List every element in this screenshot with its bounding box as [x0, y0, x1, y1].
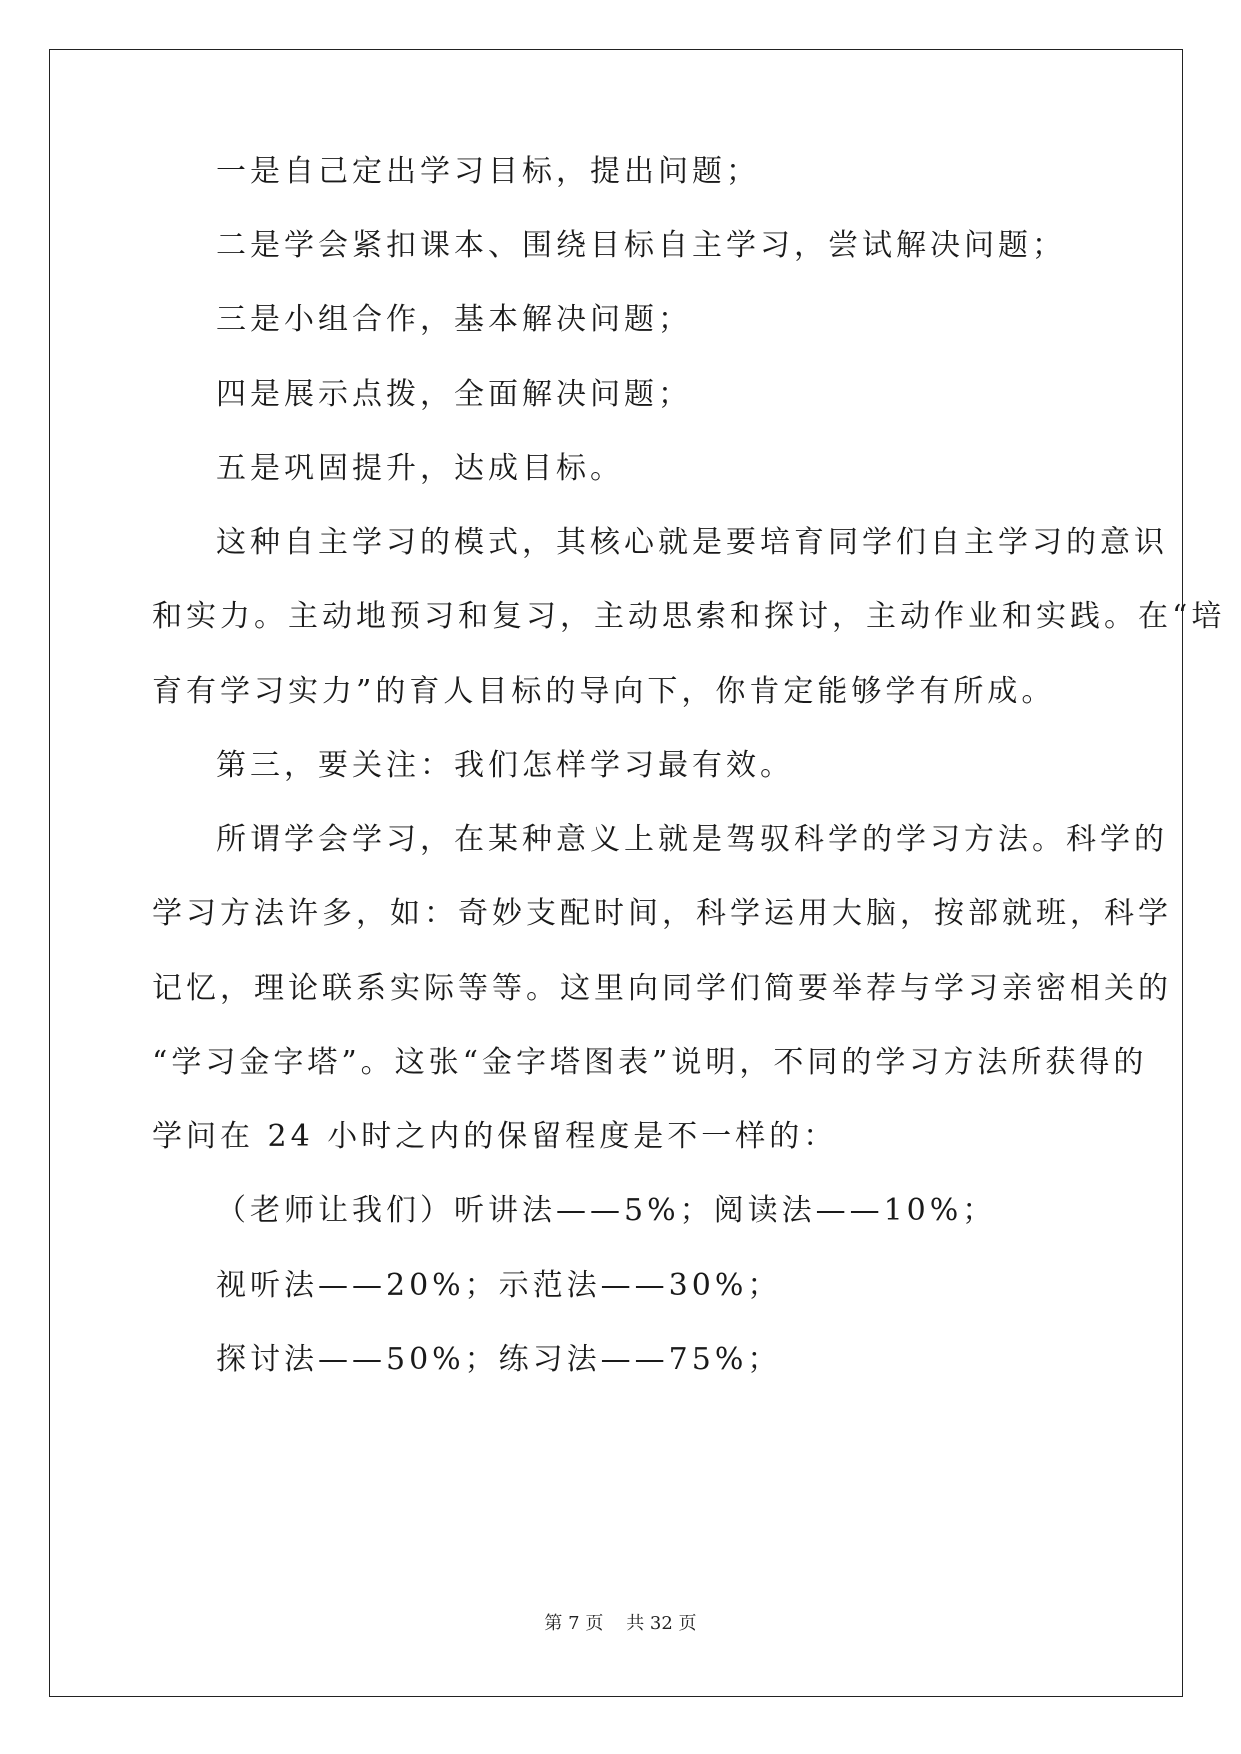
text-line: 二是学会紧扣课本、围绕目标自主学习，尝试解决问题； [216, 228, 1066, 263]
text-line: 学问在 24 小时之内的保留程度是不一样的： [152, 1119, 838, 1154]
text-line: 所谓学会学习，在某种意义上就是驾驭科学的学习方法。科学的 [216, 822, 1168, 857]
text-line: 育有学习实力”的育人目标的导向下，你肯定能够学有所成。 [152, 674, 1056, 709]
text-line: 和实力。主动地预习和复习，主动思索和探讨，主动作业和实践。在“培 [152, 599, 1226, 634]
text-line: “学习金字塔”。这张“金字塔图表”说明，不同的学习方法所获得的 [152, 1045, 1148, 1080]
text-line: 探讨法——50%；练习法——75%； [216, 1342, 782, 1377]
text-line: 第三，要关注：我们怎样学习最有效。 [216, 748, 794, 783]
page-border [49, 49, 1183, 1697]
text-line: 五是巩固提升，达成目标。 [216, 451, 624, 486]
text-line: 学习方法许多，如：奇妙支配时间，科学运用大脑，按部就班，科学 [152, 896, 1172, 931]
text-line: 这种自主学习的模式，其核心就是要培育同学们自主学习的意识 [216, 525, 1168, 560]
text-line: 三是小组合作，基本解决问题； [216, 302, 692, 337]
text-line: 一是自己定出学习目标，提出问题； [216, 154, 760, 189]
text-line: 四是展示点拨，全面解决问题； [216, 377, 692, 412]
page-number: 第 7 页 共 32 页 [544, 1613, 697, 1634]
text-line: 记忆，理论联系实际等等。这里向同学们简要举荐与学习亲密相关的 [152, 971, 1172, 1006]
text-line: 视听法——20%；示范法——30%； [216, 1268, 782, 1303]
text-line: （老师让我们）听讲法——5%；阅读法——10%； [216, 1193, 997, 1228]
